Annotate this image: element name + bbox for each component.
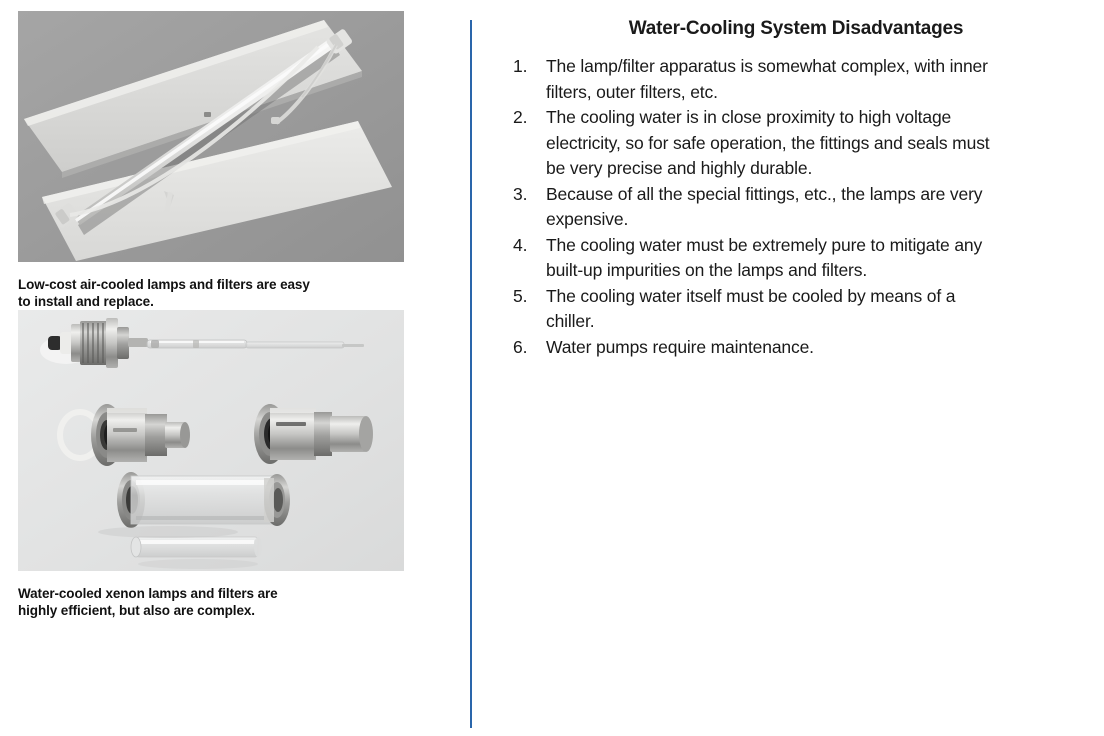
text-line: filters, outer filters, etc. [546, 81, 718, 102]
caption-line: Water-cooled xenon lamps and filters are [18, 586, 278, 601]
text-line: The cooling water itself must be cooled by means of a [546, 285, 956, 306]
list-item-text [546, 233, 1088, 284]
right-content-column [498, 18, 1088, 360]
list-item-number: 4. [513, 234, 528, 255]
text-line: chiller. [546, 311, 595, 331]
list-item-text [546, 335, 1088, 361]
water-cooled-xenon-lamp-components-photo [18, 310, 404, 571]
list-item-text [546, 105, 1088, 182]
text-line: The cooling water must be extremely pure to mitigate any [546, 234, 983, 255]
caption-line: Low-cost air-cooled lamps and filters are easy [18, 277, 310, 292]
list-item-number: 3. [513, 183, 528, 204]
figure-air-cooled [18, 11, 438, 310]
caption-line: to install and replace. [18, 294, 154, 309]
caption-line: highly efficient, but also are complex. [18, 603, 255, 618]
text-line: electricity, so for safe operation, the fittings and seals must [546, 132, 990, 153]
vertical-divider [470, 20, 472, 728]
air-cooled-lamp-and-filters-photo [18, 11, 404, 262]
list-item-text [546, 182, 1088, 233]
list-item-number: 6. [513, 336, 528, 357]
left-figure-column [18, 11, 438, 619]
list-item [513, 233, 1088, 284]
list-item [513, 284, 1088, 335]
list-item-number: 1. [513, 56, 528, 76]
list-item [513, 182, 1088, 233]
caption-air-cooled [18, 276, 410, 310]
caption-water-cooled [18, 585, 410, 619]
text-line: The cooling water is in close proximity to high voltage [546, 107, 952, 127]
list-item-number: 5. [513, 285, 528, 306]
list-item-text [546, 54, 1088, 105]
list-item-text [546, 284, 1088, 335]
list-item [513, 105, 1088, 182]
list-item [513, 335, 1088, 361]
list-item [513, 54, 1088, 105]
text-line: Water pumps require maintenance. [546, 336, 814, 357]
text-line: The lamp/filter apparatus is somewhat complex, with inner [546, 56, 988, 76]
figure-water-cooled [18, 310, 438, 619]
page-title: Water-Cooling System Disadvantages [628, 18, 964, 39]
disadvantages-list [498, 54, 1088, 360]
text-line: expensive. [546, 209, 629, 229]
text-line: built-up impurities on the lamps and filters. [546, 260, 868, 280]
text-line: Because of all the special fittings, etc., the lamps are very [546, 183, 983, 204]
list-item-number: 2. [513, 107, 528, 127]
text-line: be very precise and highly durable. [546, 158, 813, 178]
